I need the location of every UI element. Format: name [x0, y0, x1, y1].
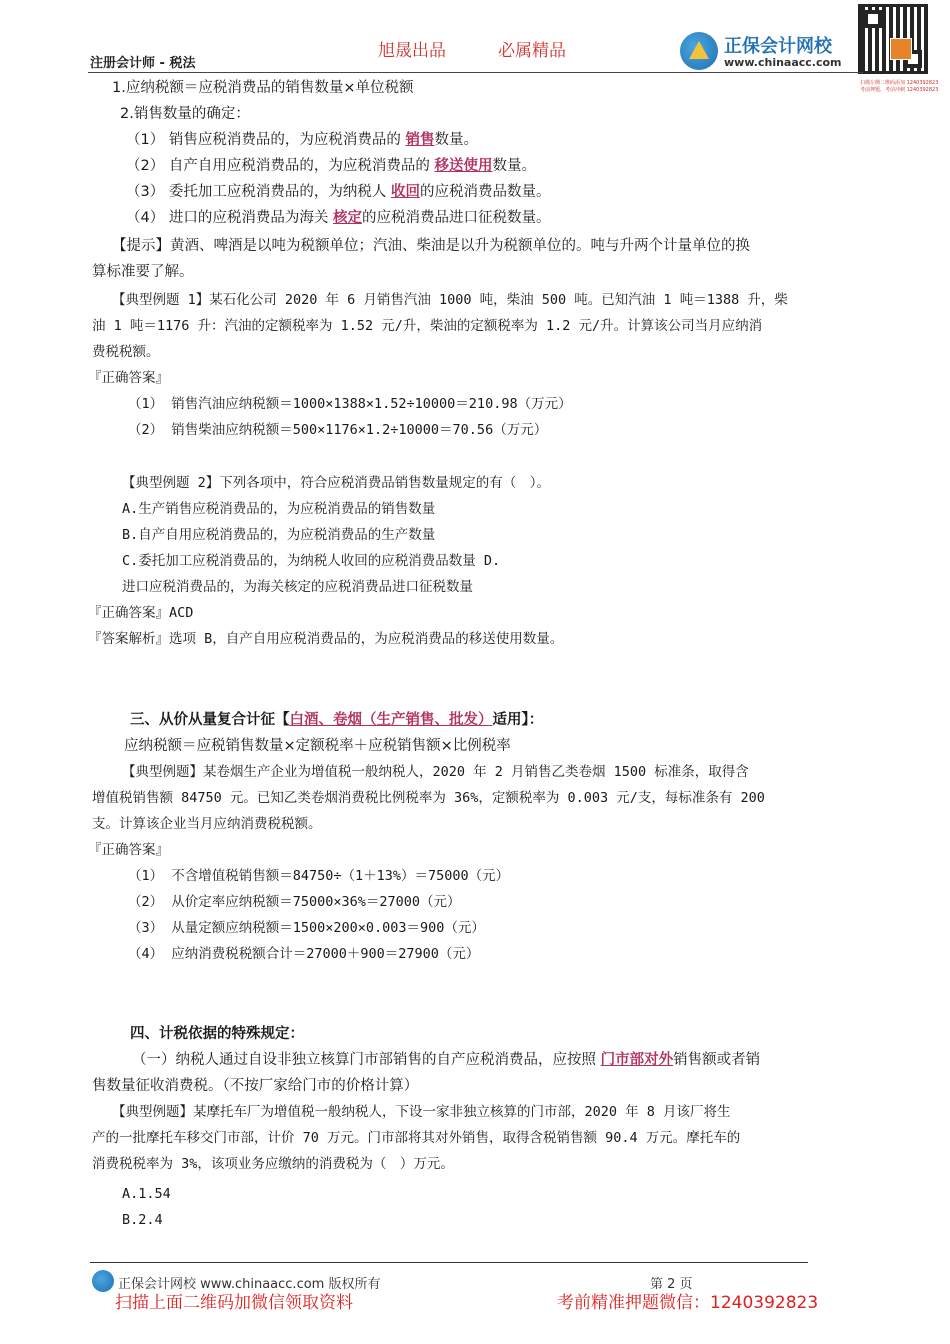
course-title: 注册会计师 - 税法 [90, 56, 196, 71]
option-line: A.生产销售应税消费品的，为应税消费品的销售数量 [122, 501, 436, 517]
keyword: 移送使用 [434, 158, 493, 174]
text-line: （一）纳税人通过自设非独立核算门市部销售的自产应税消费品，应按照 门市部对外销售额或者销 [132, 1052, 761, 1068]
keyword: 收回 [390, 184, 420, 200]
option-line: B.2.4 [122, 1212, 163, 1228]
text-line: 2.销售数量的确定： [120, 106, 250, 122]
answer-line: （1） 不含增值税销售额＝84750÷（1＋13%）＝75000（元） [128, 868, 510, 884]
section-heading: 四、计税依据的特殊规定： [130, 1026, 304, 1042]
slogan-right: 必属精品 [498, 41, 566, 61]
header-divider [88, 72, 863, 73]
logo-mark-icon [680, 32, 718, 70]
example-line: 费税税额。 [92, 344, 160, 360]
answer-heading: 『正确答案』 [88, 370, 169, 386]
answer-line: （1） 销售汽油应纳税额＝1000×1388×1.52÷10000＝210.98（万元） [128, 396, 572, 412]
text-line: （2） 自产自用应税消费品的，为应税消费品的 移送使用数量。 [126, 158, 536, 174]
example-line: 【典型例题】某摩托车厂为增值税一般纳税人，下设一家非独立核算的门市部，2020 年 8 月该厂将生 [112, 1104, 731, 1120]
tip-line: 算标准要了解。 [92, 264, 194, 280]
keyword: 销售 [405, 132, 435, 148]
option-line: 进口应税消费品的，为海关核定的应税消费品进口征税数量 [122, 579, 473, 595]
keyword: 白酒、卷烟（生产销售、批发） [289, 712, 493, 728]
keyword: 门市部对外 [600, 1052, 674, 1068]
example-line: 产的一批摩托车移交门市部，计价 70 万元。门市部将其对外销售，取得含税销售额 90.4 万元。摩托车的 [92, 1130, 741, 1146]
example-line: 增值税销售额 84750 元。已知乙类卷烟消费税比例税率为 36%，定额税率为 0.003 元/支，每标准条有 200 [92, 790, 765, 806]
explanation-line: 『答案解析』选项 B，自产自用应税消费品的，为应税消费品的移送使用数量。 [88, 631, 564, 647]
logo-url: www.chinaacc.com [724, 56, 842, 69]
example-line: 支。计算该企业当月应纳消费税税额。 [92, 816, 322, 832]
answer-line: 『正确答案』ACD [88, 605, 194, 621]
text-line: （4） 进口的应税消费品为海关 核定的应税消费品进口征税数量。 [126, 210, 551, 226]
page-number: 第 2 页 [650, 1277, 693, 1292]
text-line: 售数量征收消费税。（不按厂家给门市的价格计算） [92, 1078, 419, 1094]
example-line: 油 1 吨＝1176 升：汽油的定额税率为 1.52 元/升，柴油的定额税率为 1.2 元/升。计算该公司当月应纳消 [92, 318, 763, 334]
logo-name: 正保会计网校 [724, 36, 832, 57]
text-line: （3） 委托加工应税消费品的，为纳税人 收回的应税消费品数量。 [126, 184, 551, 200]
option-line: A.1.54 [122, 1186, 171, 1202]
answer-heading: 『正确答案』 [88, 842, 169, 858]
option-line: C.委托加工应税消费品的，为纳税人收回的应税消费品数量 D. [122, 553, 501, 569]
example-line: 【典型例题 1】某石化公司 2020 年 6 月销售汽油 1000 吨，柴油 500 吨。已知汽油 1 吨＝1388 升，柴 [112, 292, 788, 308]
tip-line: 【提示】黄酒、啤酒是以吨为税额单位；汽油、柴油是以升为税额单位的。吨与升两个计量单位的换 [112, 238, 750, 254]
promo-left: 扫描上面二维码加微信领取资料 [115, 1293, 353, 1313]
text-line: （1） 销售应税消费品的，为应税消费品的 销售数量。 [126, 132, 478, 148]
section-heading: 三、从价从量复合计征【白酒、卷烟（生产销售、批发）适用】： [130, 712, 544, 728]
qr-note: 扫描左侧二维码添加 1240392823 考前押题，考前冲刺 1240392823 [860, 80, 939, 93]
footer-copyright: 正保会计网校 www.chinaacc.com 版权所有 [118, 1277, 381, 1292]
option-line: B.自产自用应税消费品的，为应税消费品的生产数量 [122, 527, 436, 543]
example-line: 【典型例题】某卷烟生产企业为增值税一般纳税人，2020 年 2 月销售乙类卷烟 1500 标准条，取得含 [122, 764, 749, 780]
answer-line: （2） 销售柴油应纳税额＝500×1176×1.2÷10000＝70.56（万元） [128, 422, 548, 438]
formula-line: 应纳税额＝应税销售数量×定额税率＋应税销售额×比例税率 [124, 738, 511, 754]
example-line: 消费税税率为 3%，该项业务应缴纳的消费税为（ ）万元。 [92, 1156, 454, 1172]
promo-right: 考前精准押题微信：1240392823 [557, 1293, 819, 1313]
brand-logo[interactable] [680, 30, 850, 74]
footer-logo-icon [92, 1270, 114, 1292]
qr-badge-icon [890, 38, 912, 60]
slogan-left: 旭晟出品 [378, 41, 446, 61]
answer-line: （2） 从价定率应纳税额＝75000×36%＝27000（元） [128, 894, 461, 910]
answer-line: （3） 从量定额应纳税额＝1500×200×0.003＝900（元） [128, 920, 485, 936]
example-line: 【典型例题 2】下列各项中，符合应税消费品销售数量规定的有（ ）。 [122, 475, 551, 491]
footer-divider [90, 1262, 808, 1263]
answer-line: （4） 应纳消费税税额合计＝27000＋900＝27900（元） [128, 946, 480, 962]
keyword: 核定 [332, 210, 362, 226]
text-line: 1.应纳税额＝应税消费品的销售数量×单位税额 [112, 80, 414, 96]
